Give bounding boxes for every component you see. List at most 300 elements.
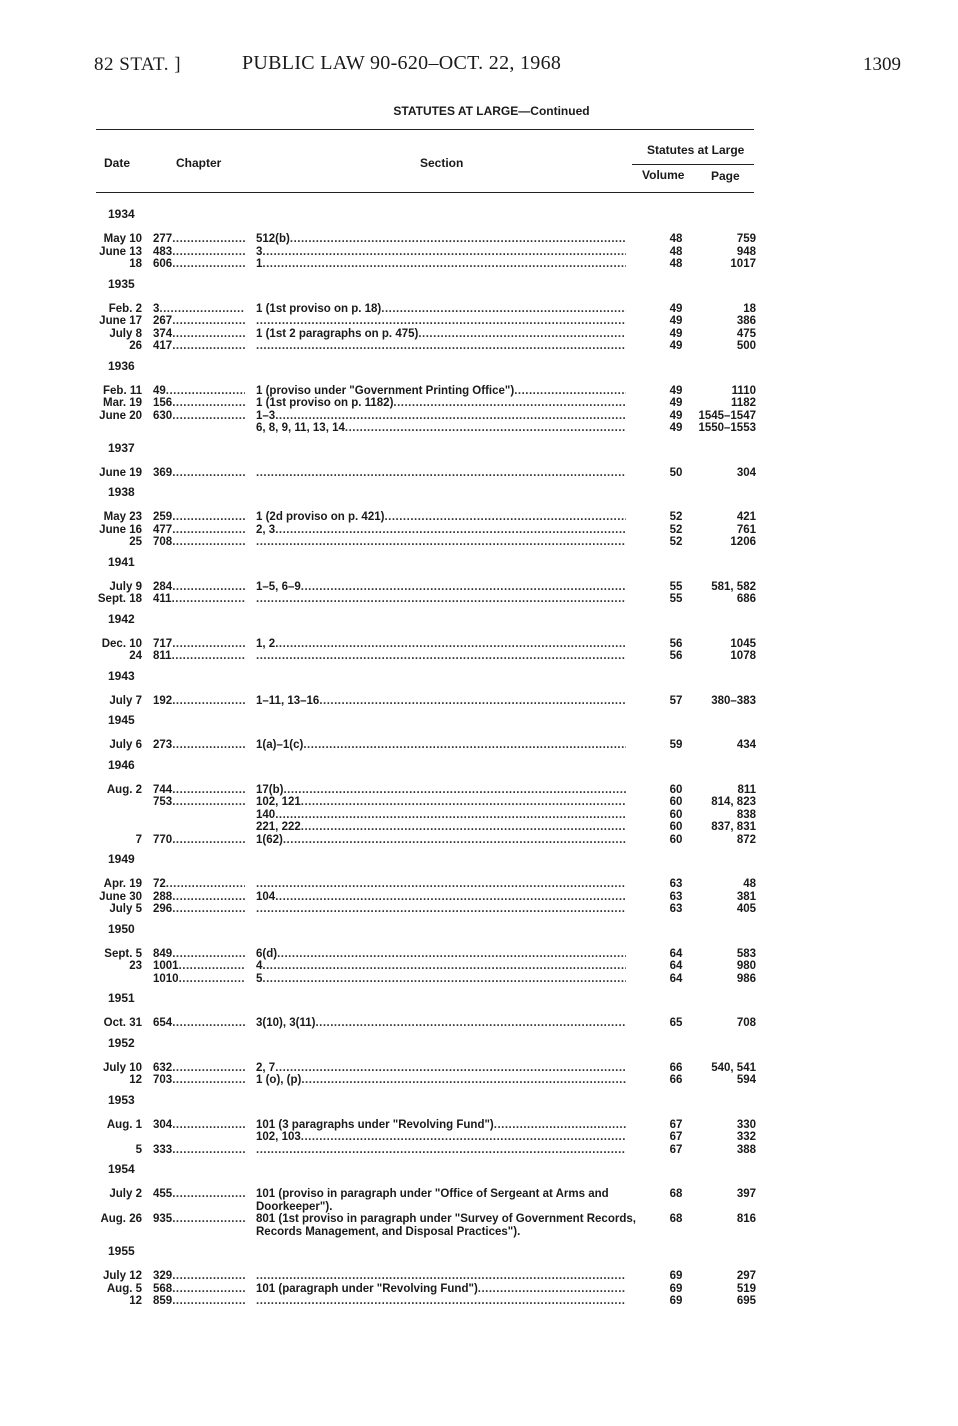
entry-section-text: 801 (1st proviso in paragraph under "Survey of Government Records, Records Management, and Disposal Practices"). bbox=[256, 1213, 636, 1238]
leader-dots bbox=[172, 511, 245, 523]
entry-page: 386 bbox=[736, 315, 756, 327]
table-title: STATUTES AT LARGE—Continued bbox=[393, 104, 590, 118]
entry-date: June 17 bbox=[99, 315, 142, 327]
entry-volume: 52 bbox=[669, 511, 683, 523]
entry-date: 12 bbox=[129, 1295, 142, 1307]
leader-dots bbox=[172, 1295, 245, 1307]
leader-dots bbox=[172, 903, 245, 915]
entry-section bbox=[256, 638, 626, 651]
entry-page: 1017 bbox=[730, 258, 756, 270]
table-row bbox=[0, 1144, 958, 1157]
col-head-date: Date bbox=[104, 156, 131, 170]
year-label: 1945 bbox=[108, 713, 135, 727]
year-heading bbox=[0, 275, 958, 295]
table-row bbox=[0, 821, 958, 834]
table-row bbox=[0, 1017, 958, 1030]
entry-chapter bbox=[153, 973, 245, 986]
leader-dots bbox=[179, 973, 245, 985]
entry-page: 297 bbox=[736, 1270, 756, 1282]
entry-page: 397 bbox=[736, 1188, 756, 1200]
entry-chapter-text: 411 bbox=[153, 593, 172, 605]
entry-chapter-text: 296 bbox=[153, 903, 173, 915]
entry-chapter bbox=[153, 695, 245, 708]
entry-volume: 60 bbox=[669, 808, 683, 821]
table-row bbox=[0, 1270, 958, 1283]
entry-chapter-text: 770 bbox=[153, 833, 173, 846]
year-heading bbox=[0, 553, 958, 573]
entry-volume: 48 bbox=[669, 245, 683, 258]
entry-chapter-text: 717 bbox=[153, 637, 173, 650]
leader-dots bbox=[262, 960, 626, 972]
entry-section-text: 1 (1st proviso on p. 18) bbox=[256, 302, 382, 315]
entry-chapter-text: 273 bbox=[153, 739, 173, 751]
table-row bbox=[0, 410, 958, 423]
entry-chapter-text: 72 bbox=[153, 878, 166, 890]
entry-section bbox=[256, 422, 626, 435]
entry-page: 708 bbox=[736, 1017, 756, 1029]
entry-chapter bbox=[153, 960, 245, 973]
leader-dots bbox=[172, 1017, 245, 1029]
page-header bbox=[0, 54, 958, 84]
leader-dots bbox=[172, 796, 245, 808]
entry-section bbox=[256, 695, 626, 708]
leader-dots bbox=[256, 315, 626, 327]
entry-date: 25 bbox=[129, 536, 142, 548]
leader-dots bbox=[256, 536, 626, 548]
entry-chapter bbox=[153, 891, 245, 904]
table-row bbox=[0, 784, 958, 797]
entry-section-text: 221, 222 bbox=[256, 821, 301, 833]
entry-page: 837, 831 bbox=[711, 821, 756, 833]
entry-volume: 69 bbox=[669, 1282, 683, 1295]
entry-date: Feb. 11 bbox=[103, 384, 142, 397]
year-label: 1949 bbox=[108, 852, 135, 866]
entry-volume: 64 bbox=[669, 947, 683, 960]
entry-section bbox=[256, 1295, 626, 1308]
entry-section bbox=[256, 1188, 636, 1213]
leader-dots bbox=[301, 796, 626, 808]
year-label: 1952 bbox=[108, 1035, 135, 1050]
entry-section-text: 17(b) bbox=[256, 783, 284, 796]
stat-reference: 82 STAT. ] bbox=[94, 54, 182, 75]
entry-section bbox=[256, 303, 626, 316]
entry-page: 304 bbox=[736, 466, 756, 479]
leader-dots bbox=[262, 973, 626, 985]
entry-volume: 52 bbox=[669, 523, 683, 536]
leader-dots bbox=[172, 410, 245, 422]
entry-page: 1110 bbox=[731, 384, 756, 397]
entry-page: 388 bbox=[736, 1143, 756, 1156]
entry-section bbox=[256, 328, 626, 341]
entry-section-text: 6(d) bbox=[256, 947, 278, 960]
table-row bbox=[0, 593, 958, 606]
table-row bbox=[0, 809, 958, 822]
leader-dots bbox=[256, 467, 626, 479]
leader-dots bbox=[277, 948, 626, 960]
leader-dots bbox=[319, 695, 626, 707]
leader-dots bbox=[283, 834, 626, 846]
entry-date: Aug. 5 bbox=[106, 1282, 142, 1295]
leader-dots bbox=[514, 385, 626, 397]
entry-date: 23 bbox=[129, 960, 142, 972]
entry-chapter bbox=[153, 834, 245, 847]
leader-dots bbox=[290, 233, 626, 245]
year-label: 1955 bbox=[108, 1244, 135, 1258]
entry-section-text: 1(62) bbox=[256, 833, 283, 846]
table-header-rule bbox=[96, 192, 754, 193]
year-label: 1937 bbox=[108, 440, 135, 455]
entry-volume: 49 bbox=[669, 397, 683, 409]
entry-volume: 67 bbox=[669, 1143, 683, 1156]
entry-section bbox=[256, 650, 626, 663]
table-row bbox=[0, 1283, 958, 1296]
entry-section-text: 1(a)–1(c) bbox=[256, 739, 304, 751]
year-heading bbox=[0, 1091, 958, 1111]
entry-volume: 56 bbox=[669, 650, 683, 662]
entry-volume: 66 bbox=[669, 1074, 683, 1086]
entry-chapter-text: 935 bbox=[153, 1213, 173, 1225]
entry-volume: 63 bbox=[669, 903, 683, 915]
entry-chapter bbox=[153, 1188, 245, 1201]
entry-volume: 55 bbox=[669, 580, 683, 593]
entry-chapter bbox=[153, 467, 245, 480]
entry-chapter-text: 192 bbox=[153, 694, 173, 707]
entry-section-text: 102, 103 bbox=[256, 1131, 301, 1143]
leader-dots bbox=[172, 739, 245, 751]
entry-date: 26 bbox=[129, 340, 142, 352]
entry-page: 761 bbox=[736, 523, 756, 536]
entry-chapter bbox=[153, 796, 245, 809]
entry-volume: 48 bbox=[669, 258, 683, 270]
entry-section-text: 3 bbox=[256, 245, 263, 258]
entry-chapter-text: 156 bbox=[153, 397, 173, 409]
leader-dots bbox=[256, 593, 626, 605]
entry-section-text: 2, 3 bbox=[256, 523, 276, 536]
leader-dots bbox=[256, 878, 626, 890]
entry-page: 1045 bbox=[730, 637, 756, 650]
entry-page: 380–383 bbox=[711, 694, 756, 707]
leader-dots bbox=[301, 821, 626, 833]
leader-dots bbox=[172, 467, 245, 479]
entry-volume: 60 bbox=[669, 783, 683, 796]
year-label: 1950 bbox=[108, 921, 135, 936]
entry-chapter-text: 753 bbox=[153, 796, 173, 808]
entry-chapter bbox=[153, 1144, 245, 1157]
entry-section-text: 1 (2d proviso on p. 421) bbox=[256, 511, 385, 523]
entry-section-text: 101 (paragraph under "Revolving Fund") bbox=[256, 1282, 478, 1295]
leader-dots bbox=[172, 638, 245, 650]
entry-date: June 30 bbox=[99, 890, 142, 903]
entry-page: 381 bbox=[736, 890, 756, 903]
leader-dots bbox=[172, 1270, 245, 1282]
entry-section bbox=[256, 258, 626, 271]
table-row bbox=[0, 878, 958, 891]
leader-dots bbox=[256, 1144, 626, 1156]
entry-chapter bbox=[153, 903, 245, 916]
entry-page: 872 bbox=[736, 833, 756, 846]
table-row bbox=[0, 1074, 958, 1087]
entry-date: July 12 bbox=[103, 1270, 142, 1282]
year-heading bbox=[0, 205, 958, 225]
year-label: 1951 bbox=[108, 991, 135, 1005]
leader-dots bbox=[262, 258, 626, 270]
entry-section bbox=[256, 796, 626, 809]
table-row bbox=[0, 397, 958, 410]
entry-section-text: 1 (o), (p) bbox=[256, 1074, 302, 1086]
entry-section bbox=[256, 1074, 626, 1087]
entry-chapter-text: 304 bbox=[153, 1118, 173, 1131]
table-row bbox=[0, 796, 958, 809]
leader-dots bbox=[172, 1144, 245, 1156]
entry-chapter bbox=[153, 536, 245, 549]
entry-volume: 66 bbox=[669, 1061, 683, 1074]
leader-dots bbox=[256, 650, 626, 662]
table-row bbox=[0, 340, 958, 353]
entry-chapter-text: 1010 bbox=[153, 972, 179, 985]
entry-section bbox=[256, 1062, 626, 1075]
entry-section-text: 1 (proviso under "Government Printing Office") bbox=[256, 384, 515, 397]
entry-chapter bbox=[153, 650, 245, 663]
entry-page: 1078 bbox=[730, 650, 756, 662]
entry-chapter-text: 288 bbox=[153, 890, 173, 903]
leader-dots bbox=[301, 1131, 626, 1143]
entry-section bbox=[256, 891, 626, 904]
leader-dots bbox=[172, 1213, 245, 1225]
leader-dots bbox=[172, 258, 245, 270]
leader-dots bbox=[172, 397, 245, 409]
entry-section bbox=[256, 315, 626, 328]
col-head-page: Page bbox=[711, 169, 740, 183]
col-head-statutes: Statutes at Large bbox=[647, 143, 745, 157]
entry-date: Oct. 31 bbox=[103, 1017, 142, 1029]
leader-dots bbox=[166, 385, 245, 397]
entry-chapter bbox=[153, 340, 245, 353]
leader-dots bbox=[303, 739, 626, 751]
entry-date: Apr. 19 bbox=[103, 878, 142, 890]
year-heading bbox=[0, 610, 958, 630]
entry-page: 814, 823 bbox=[711, 796, 756, 808]
entry-chapter-text: 568 bbox=[153, 1282, 173, 1295]
leader-dots bbox=[172, 315, 245, 327]
entry-section bbox=[256, 878, 626, 891]
entry-page: 980 bbox=[736, 960, 756, 972]
table-row bbox=[0, 638, 958, 651]
table-row bbox=[0, 948, 958, 961]
entry-chapter bbox=[153, 948, 245, 961]
entry-date: June 19 bbox=[99, 466, 142, 479]
entry-chapter-text: 49 bbox=[153, 384, 166, 397]
year-heading bbox=[0, 667, 958, 687]
entry-date: Dec. 10 bbox=[101, 637, 142, 650]
table-row bbox=[0, 960, 958, 973]
leader-dots bbox=[172, 784, 245, 796]
leader-dots bbox=[275, 410, 626, 422]
entry-chapter-text: 267 bbox=[153, 315, 173, 327]
entry-section bbox=[256, 1213, 636, 1238]
entry-section bbox=[256, 821, 626, 834]
entry-date: July 6 bbox=[109, 739, 142, 751]
leader-dots bbox=[172, 536, 245, 548]
leader-dots bbox=[172, 1119, 245, 1131]
entry-section bbox=[256, 536, 626, 549]
leader-dots bbox=[494, 1119, 626, 1131]
entry-chapter bbox=[153, 258, 245, 271]
entry-page: 1545–1547 bbox=[698, 409, 756, 422]
entry-chapter bbox=[153, 1062, 245, 1075]
table-row bbox=[0, 695, 958, 708]
table-row bbox=[0, 385, 958, 398]
entry-volume: 49 bbox=[669, 422, 683, 434]
entry-section bbox=[256, 960, 626, 973]
entry-volume: 69 bbox=[669, 1270, 683, 1282]
entry-page: 500 bbox=[736, 340, 756, 352]
entry-section-text: 5 bbox=[256, 972, 263, 985]
table-row bbox=[0, 1188, 958, 1213]
leader-dots bbox=[172, 328, 245, 340]
entry-section-text: 3(10), 3(11) bbox=[256, 1017, 316, 1029]
entry-chapter bbox=[153, 739, 245, 752]
table-top-rule bbox=[96, 129, 754, 130]
year-label: 1942 bbox=[108, 611, 135, 626]
entry-section bbox=[256, 593, 626, 606]
entry-section-text: 512(b) bbox=[256, 233, 290, 245]
table-row bbox=[0, 1295, 958, 1308]
table-row bbox=[0, 903, 958, 916]
entry-page: 48 bbox=[743, 878, 756, 890]
entry-page: 816 bbox=[736, 1213, 756, 1225]
year-label: 1941 bbox=[108, 554, 135, 569]
year-heading bbox=[0, 1242, 958, 1262]
leader-dots bbox=[172, 581, 245, 593]
entry-date: 12 bbox=[129, 1074, 142, 1086]
entry-chapter-text: 708 bbox=[153, 536, 173, 548]
entry-section bbox=[256, 903, 626, 916]
leader-dots bbox=[256, 340, 626, 352]
entry-page: 838 bbox=[736, 808, 756, 821]
entry-section-text: 1 (1st 2 paragraphs on p. 475) bbox=[256, 327, 419, 340]
entry-volume: 55 bbox=[669, 593, 683, 605]
entry-page: 434 bbox=[736, 739, 756, 751]
entry-chapter-text: 284 bbox=[153, 580, 173, 593]
entry-chapter bbox=[153, 410, 245, 423]
entry-section bbox=[256, 1131, 626, 1144]
leader-dots bbox=[159, 303, 245, 315]
entry-chapter-text: 329 bbox=[153, 1270, 173, 1282]
entry-chapter-text: 417 bbox=[153, 340, 173, 352]
entry-page: 1182 bbox=[731, 397, 756, 409]
leader-dots bbox=[418, 328, 626, 340]
leader-dots bbox=[172, 1074, 245, 1086]
entry-section bbox=[256, 973, 626, 986]
entry-page: 695 bbox=[736, 1295, 756, 1307]
entry-volume: 69 bbox=[669, 1295, 683, 1307]
leader-dots bbox=[172, 650, 245, 662]
entry-chapter bbox=[153, 581, 245, 594]
entry-volume: 49 bbox=[669, 409, 683, 422]
entry-date: Sept. 5 bbox=[104, 947, 142, 960]
leader-dots bbox=[172, 1062, 245, 1074]
leader-dots bbox=[275, 1062, 626, 1074]
year-label: 1954 bbox=[108, 1162, 135, 1176]
table-row bbox=[0, 581, 958, 594]
leader-dots bbox=[172, 834, 245, 846]
entry-chapter-text: 277 bbox=[153, 233, 173, 245]
entry-chapter-text: 477 bbox=[153, 523, 173, 536]
year-label: 1953 bbox=[108, 1092, 135, 1107]
entry-chapter-text: 811 bbox=[153, 650, 172, 662]
leader-dots bbox=[381, 303, 626, 315]
entry-volume: 67 bbox=[669, 1118, 683, 1131]
entry-chapter-text: 1001 bbox=[153, 960, 179, 972]
entry-section bbox=[256, 233, 626, 246]
entry-chapter-text: 333 bbox=[153, 1143, 173, 1156]
leader-dots bbox=[172, 593, 245, 605]
entry-section bbox=[256, 467, 626, 480]
table-row bbox=[0, 650, 958, 663]
leader-dots bbox=[172, 948, 245, 960]
entry-date: July 7 bbox=[109, 694, 142, 707]
entry-chapter bbox=[153, 524, 245, 537]
table-row bbox=[0, 233, 958, 246]
entry-chapter-text: 606 bbox=[153, 258, 173, 270]
entry-page: 519 bbox=[736, 1282, 756, 1295]
entry-chapter bbox=[153, 303, 245, 316]
leader-dots bbox=[275, 809, 626, 821]
entry-chapter bbox=[153, 328, 245, 341]
entry-date: May 23 bbox=[103, 511, 142, 523]
entry-page: 583 bbox=[736, 947, 756, 960]
entry-section bbox=[256, 834, 626, 847]
entry-volume: 60 bbox=[669, 833, 683, 846]
year-heading bbox=[0, 989, 958, 1009]
leader-dots bbox=[478, 1283, 626, 1295]
entry-chapter bbox=[153, 1283, 245, 1296]
entry-volume: 49 bbox=[669, 302, 683, 315]
entry-chapter-text: 744 bbox=[153, 783, 173, 796]
entry-section bbox=[256, 511, 626, 524]
entry-chapter bbox=[153, 638, 245, 651]
law-title: PUBLIC LAW 90-620–OCT. 22, 1968 bbox=[242, 52, 562, 74]
entry-date: Sept. 18 bbox=[97, 593, 142, 605]
entry-page: 1206 bbox=[730, 536, 756, 548]
entry-section-text: 1–3 bbox=[256, 409, 276, 422]
year-heading bbox=[0, 711, 958, 731]
entry-chapter bbox=[153, 233, 245, 246]
leader-dots bbox=[262, 246, 626, 258]
entry-volume: 65 bbox=[669, 1017, 683, 1029]
entry-section bbox=[256, 397, 626, 410]
table-row bbox=[0, 1062, 958, 1075]
entry-chapter bbox=[153, 1119, 245, 1132]
leader-dots bbox=[301, 581, 626, 593]
entry-date: July 10 bbox=[103, 1061, 142, 1074]
entry-page: 475 bbox=[736, 327, 756, 340]
entry-date: Aug. 2 bbox=[106, 783, 142, 796]
entry-section bbox=[256, 809, 626, 822]
table-row bbox=[0, 973, 958, 986]
table-body bbox=[0, 205, 958, 1312]
leader-dots bbox=[393, 397, 626, 409]
entry-date: July 9 bbox=[109, 580, 142, 593]
col-head-section: Section bbox=[420, 156, 464, 170]
entry-chapter bbox=[153, 1017, 245, 1030]
leader-dots bbox=[384, 511, 626, 523]
entry-date: 5 bbox=[135, 1143, 142, 1156]
entry-date: 7 bbox=[135, 833, 142, 846]
table-row bbox=[0, 246, 958, 259]
entry-chapter-text: 3 bbox=[153, 302, 160, 315]
entry-volume: 67 bbox=[669, 1131, 683, 1143]
